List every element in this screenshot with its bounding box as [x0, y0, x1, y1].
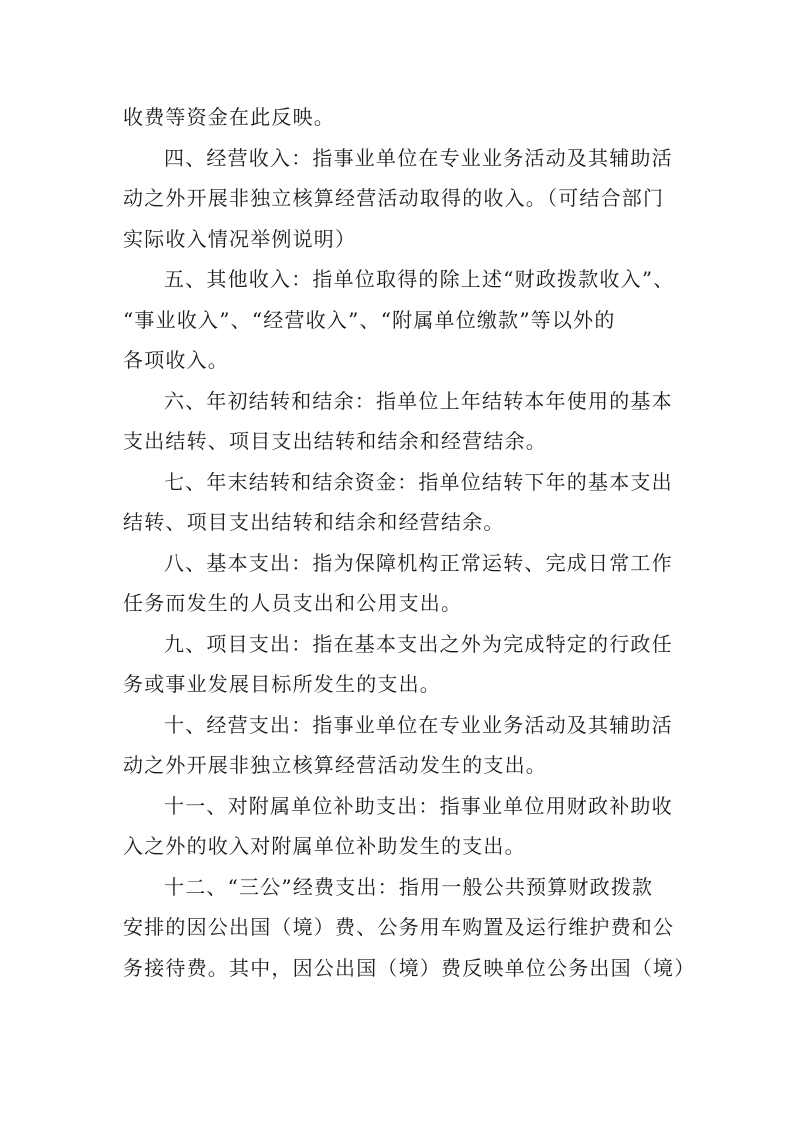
text-line: 动之外开展非独立核算经营活动发生的支出。	[123, 753, 547, 777]
text-line: 各项收入。	[123, 348, 229, 372]
text-line: 实际收入情况举例说明）	[123, 226, 357, 251]
text-line: 四、经营收入：指事业单位在专业业务活动及其辅助活	[164, 145, 673, 170]
text-line: 安排的因公出国（境）费、公务用车购置及运行维护费和公	[123, 915, 675, 939]
text-line: 结转、项目支出结转和结余和经营结余。	[123, 510, 505, 534]
text-line: 九、项目支出：指在基本支出之外为完成特定的行政任	[164, 631, 673, 656]
text-line: 六、年初结转和结余：指单位上年结转本年使用的基本	[164, 388, 673, 413]
text-line: 入之外的收入对附属单位补助发生的支出。	[123, 834, 526, 858]
text-line: 务或事业发展目标所发生的支出。	[123, 672, 441, 696]
text-line: 十二、“三公”经费支出：指用一般公共预算财政拨款	[164, 874, 654, 899]
text-line: 七、年末结转和结余资金：指单位结转下年的基本支出	[164, 469, 673, 494]
text-line: 五、其他收入：指单位取得的除上述“财政拨款收入”、	[164, 267, 675, 291]
text-line: 务接待费。其中，因公出国（境）费反映单位公务出国（境）	[123, 955, 696, 980]
text-line: 十、经营支出：指事业单位在专业业务活动及其辅助活	[164, 712, 673, 737]
text-line: “事业收入”、“经营收入”、“附属单位缴款”等以外的	[123, 307, 616, 332]
text-line: 动之外开展非独立核算经营活动取得的收入。（可结合部门	[123, 186, 665, 210]
document-body	[123, 97, 696, 988]
text-line: 八、基本支出：指为保障机构正常运转、完成日常工作	[164, 550, 673, 575]
text-line: 收费等资金在此反映。	[123, 105, 335, 129]
text-line: 任务而发生的人员支出和公用支出。	[123, 591, 463, 615]
text-line: 十一、对附属单位补助支出：指事业单位用财政补助收	[164, 793, 673, 818]
text-line: 支出结转、项目支出结转和结余和经营结余。	[123, 429, 547, 453]
